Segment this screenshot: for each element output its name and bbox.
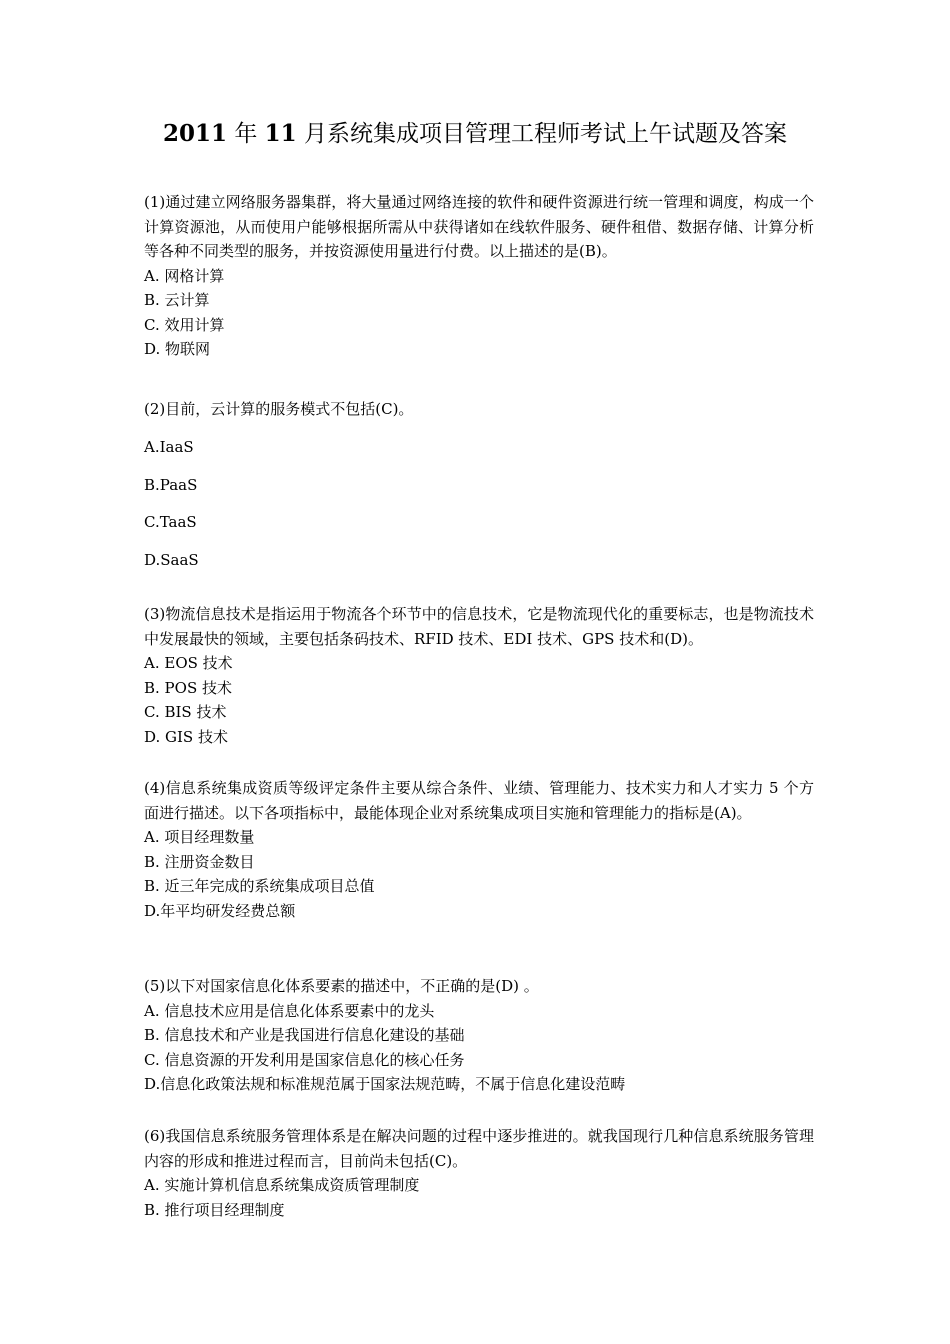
option-d: D.SaaS bbox=[144, 550, 199, 569]
title-month: 11 bbox=[264, 120, 297, 147]
option-c: C. 信息资源的开发利用是国家信息化的核心任务 bbox=[144, 1050, 465, 1069]
question-4 bbox=[144, 776, 814, 923]
option-c: C. BIS 技术 bbox=[144, 703, 227, 721]
option-d: D.年平均研发经费总额 bbox=[144, 901, 296, 920]
option-a: A. 实施计算机信息系统集成资质管理制度 bbox=[144, 1176, 420, 1194]
title-year: 2011 bbox=[163, 120, 228, 147]
question-3 bbox=[144, 602, 814, 749]
option-a: A. 网格计算 bbox=[144, 266, 225, 285]
question-1 bbox=[144, 190, 814, 362]
option-a: A.IaaS bbox=[144, 438, 194, 456]
option-d: D. GIS 技术 bbox=[144, 727, 228, 746]
option-b: B. 推行项目经理制度 bbox=[144, 1200, 285, 1219]
option-b: B. POS 技术 bbox=[144, 678, 232, 697]
question-5 bbox=[144, 974, 814, 1097]
option-b: B. 云计算 bbox=[144, 291, 210, 309]
option-d: D.信息化政策法规和标准规范属于国家法规范畴，不属于信息化建设范畴 bbox=[144, 1075, 626, 1093]
document-title bbox=[144, 118, 806, 150]
option-a: A. EOS 技术 bbox=[144, 654, 233, 672]
question-stem: (5)以下对国家信息化体系要素的描述中，不正确的是(D) 。 bbox=[144, 977, 539, 995]
option-b: B. 注册资金数目 bbox=[144, 852, 255, 871]
question-stem: (3)物流信息技术是指运用于物流各个环节中的信息技术，它是物流现代化的重要标志，也是物流技术中发展最快的领域，主要包括条码技术、RFID 技术、EDI 技术、GPS 技术和(D)。 bbox=[144, 605, 814, 648]
question-2 bbox=[144, 397, 814, 572]
question-stem: (6)我国信息系统服务管理体系是在解决问题的过程中逐步推进的。就我国现行几种信息系统服务管理内容的形成和推进过程而言，目前尚未包括(C)。 bbox=[144, 1127, 814, 1170]
option-b-second: B. 近三年完成的系统集成项目总值 bbox=[144, 877, 375, 895]
option-a: A. 项目经理数量 bbox=[144, 828, 255, 846]
question-stem: (1)通过建立网络服务器集群，将大量通过网络连接的软件和硬件资源进行统一管理和调度，构成一个计算资源池，从而使用户能够根据所需从中获得诸如在线软件服务、硬件租借、数据存储、计算分析等各种不同类型的服务，并按资源使用量进行付费。以上描述的是(B)。 bbox=[144, 193, 814, 260]
question-stem: (2)目前，云计算的服务模式不包括(C)。 bbox=[144, 400, 414, 418]
option-b: B.PaaS bbox=[144, 475, 198, 494]
question-6 bbox=[144, 1124, 814, 1222]
title-nian: 年 bbox=[227, 121, 265, 147]
option-a: A. 信息技术应用是信息化体系要素中的龙头 bbox=[144, 1001, 435, 1020]
option-c: C. 效用计算 bbox=[144, 315, 225, 334]
question-stem: (4)信息系统集成资质等级评定条件主要从综合条件、业绩、管理能力、技术实力和人才实力 5 个方面进行描述。以下各项指标中，最能体现企业对系统集成项目实施和管理能力的指标是(A)。 bbox=[144, 779, 814, 822]
option-d: D. 物联网 bbox=[144, 340, 211, 358]
option-b: B. 信息技术和产业是我国进行信息化建设的基础 bbox=[144, 1026, 465, 1044]
title-rest: 月系统集成项目管理工程师考试上午试题及答案 bbox=[296, 121, 787, 147]
option-c: C.TaaS bbox=[144, 513, 197, 531]
